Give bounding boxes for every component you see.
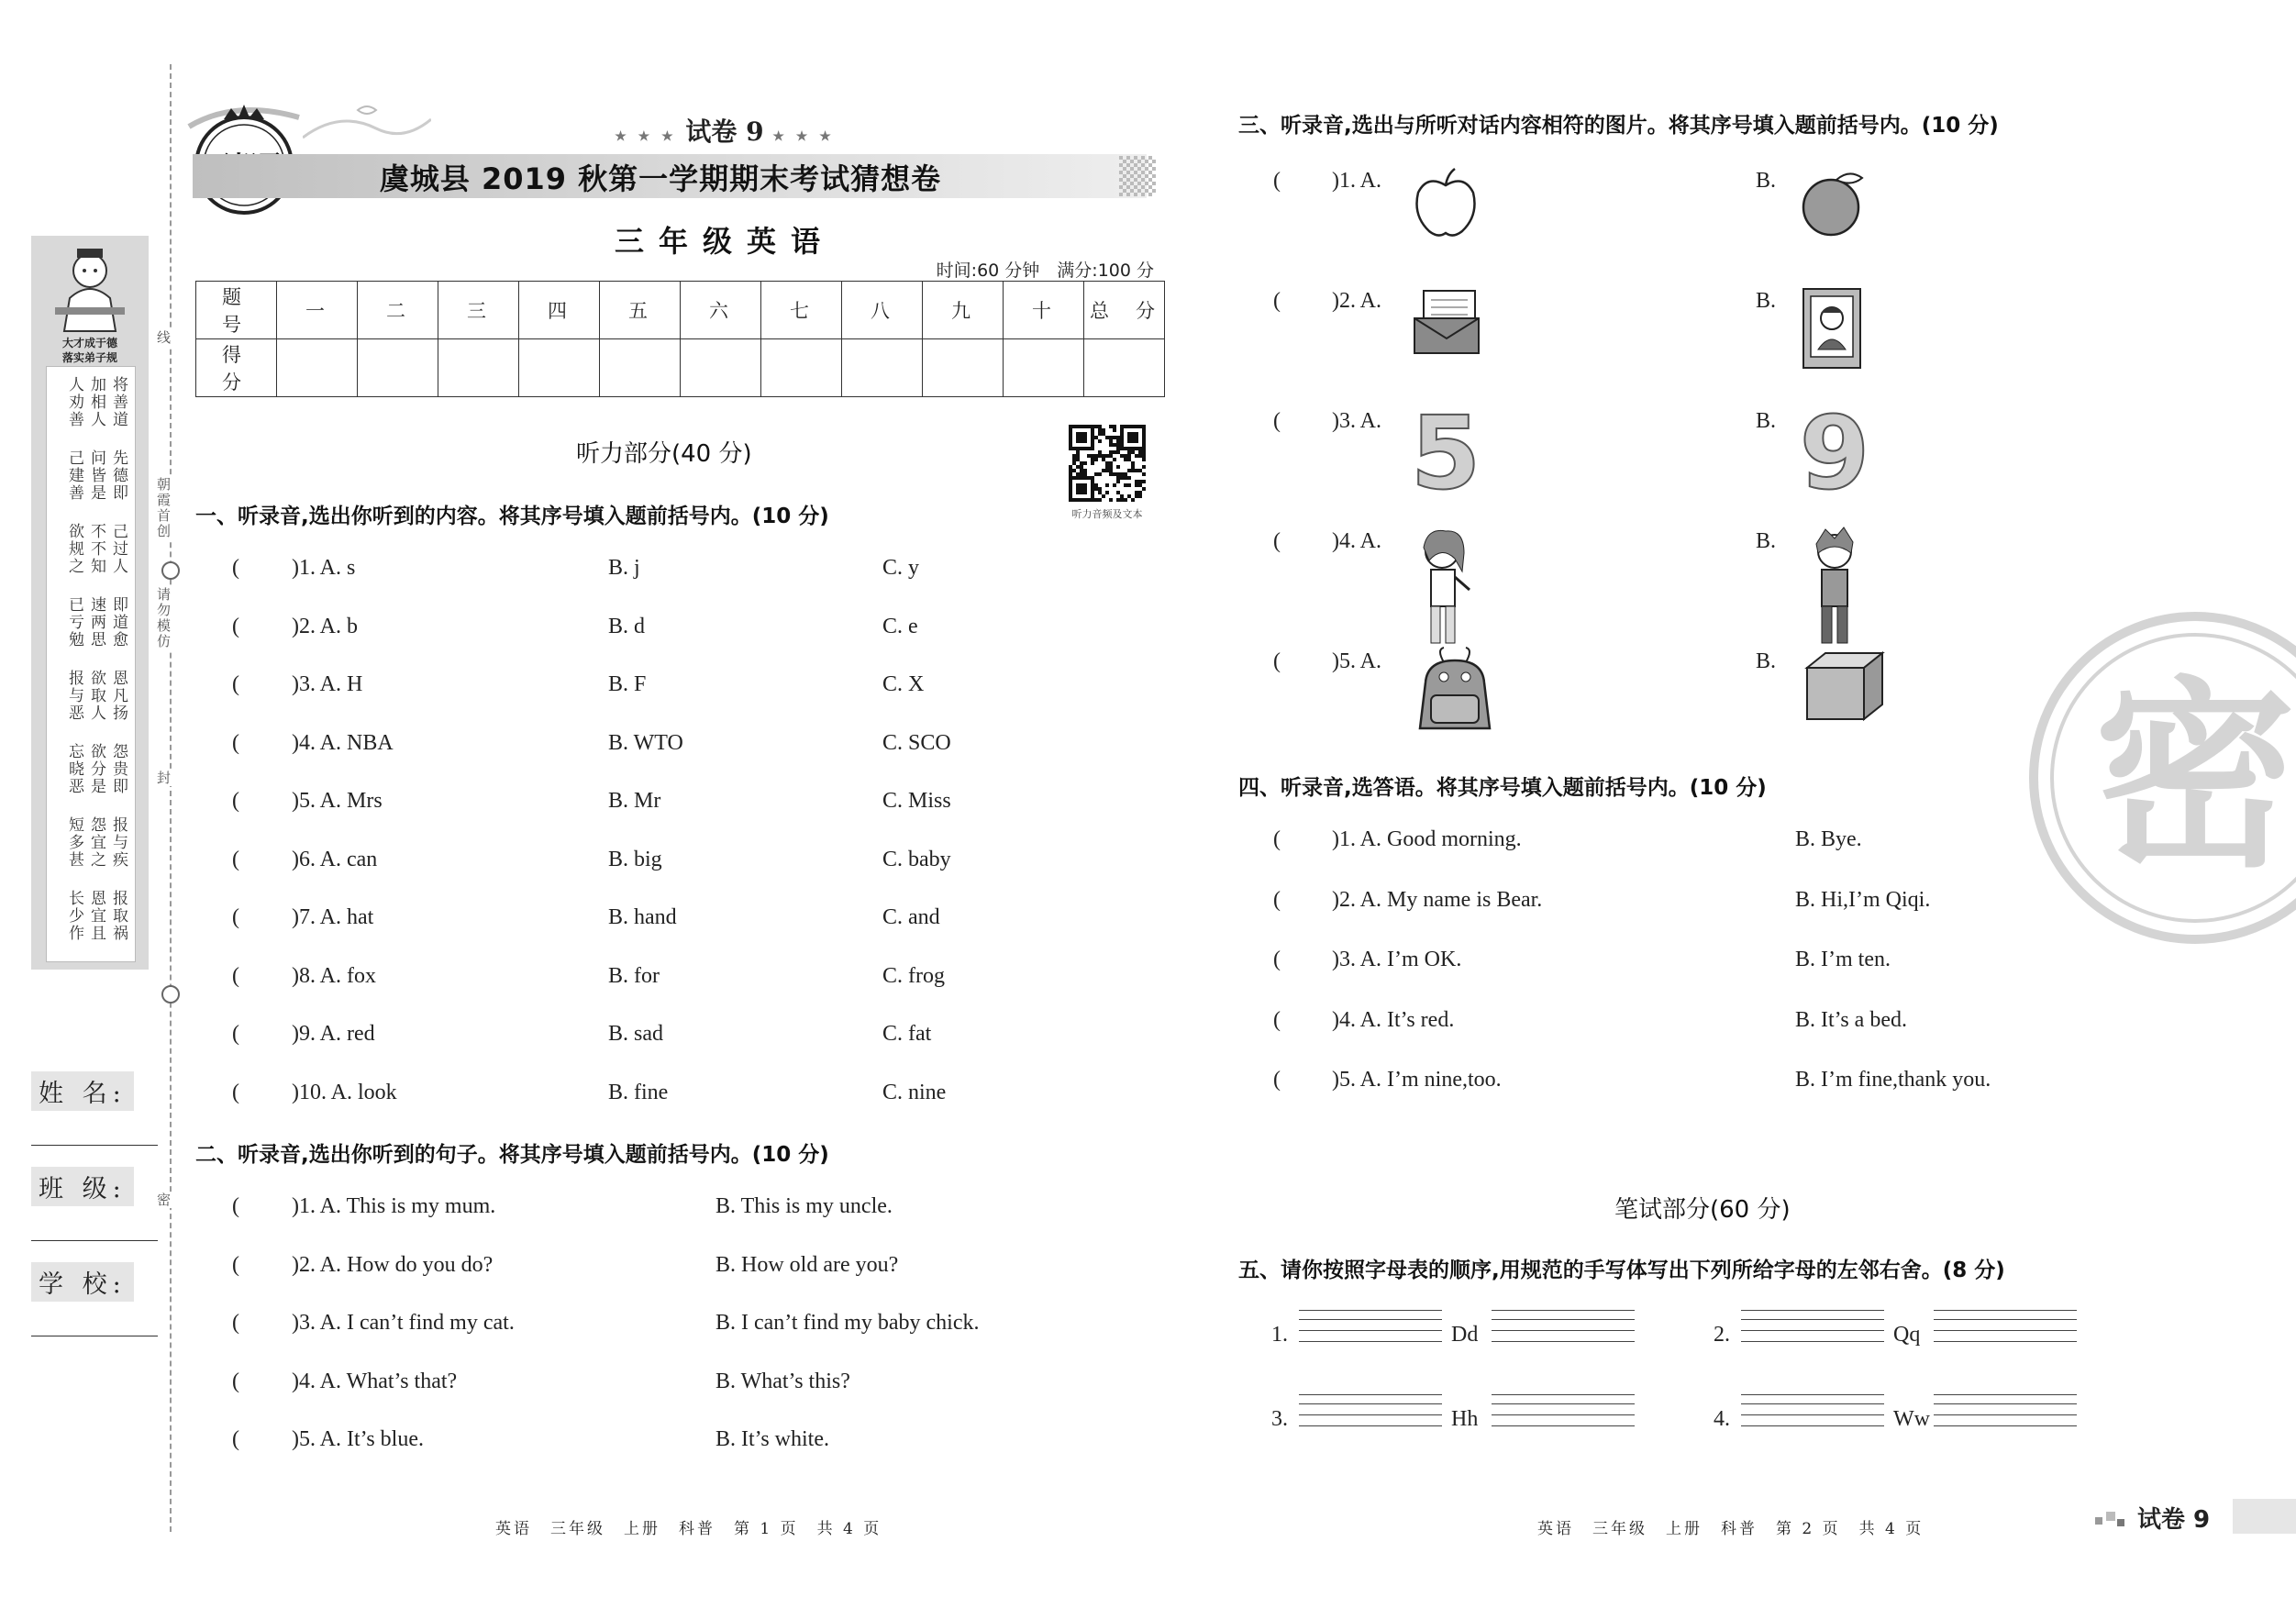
apple-icon	[1409, 165, 1482, 242]
motto-column: 人劝善	[65, 376, 83, 428]
answer-paren-open: (	[232, 1252, 239, 1277]
option-a: )5. A. It’s blue.	[292, 1427, 424, 1451]
binding-hole-icon	[160, 560, 182, 582]
seal-word-feng: 封	[155, 771, 172, 786]
score-cell: 二	[358, 282, 438, 339]
motto-column: 恩凡扬	[109, 670, 128, 722]
option-c: C. fat	[882, 1022, 932, 1046]
section-4-title: 四、听录音,选答语。将其序号填入题前括号内。(10 分)	[1238, 776, 1767, 800]
option-c: C. Miss	[882, 789, 951, 813]
answer-paren-open: (	[1273, 887, 1281, 912]
binding-line	[170, 64, 172, 1532]
option-b: B. F	[608, 672, 647, 696]
answer-paren-open: (	[232, 847, 239, 871]
score-input-cell[interactable]	[842, 339, 923, 397]
answer-paren-open: (	[1273, 169, 1281, 193]
handwriting-guideline	[1299, 1425, 1442, 1426]
option-c: C. X	[882, 672, 925, 696]
option-b: B. Hi,I’m Qiqi.	[1795, 887, 1931, 912]
option-a: )4. A. NBA	[292, 730, 394, 755]
motto-column: 怨贵即	[109, 743, 128, 795]
given-letter: Hh	[1451, 1407, 1479, 1431]
class-field[interactable]	[31, 1240, 158, 1241]
corner-tag: 试卷 9	[2137, 1506, 2211, 1534]
motto-panel	[31, 236, 149, 970]
motto-column: 即道愈	[109, 596, 128, 649]
seal-word-mi: 密	[155, 1192, 172, 1208]
score-header-row	[196, 282, 1165, 339]
motto-line-2: 落实弟子规	[61, 351, 117, 364]
letter-item-number: 4.	[1714, 1407, 1730, 1431]
score-cell: 得 分	[196, 339, 277, 397]
score-cell: 三	[438, 282, 519, 339]
score-input-cell[interactable]	[358, 339, 438, 397]
option-a: )10. A. look	[292, 1080, 397, 1104]
score-cell: 四	[519, 282, 600, 339]
option-b: B. It’s a bed.	[1795, 1007, 1907, 1032]
option-a: )2. A. How do you do?	[292, 1252, 494, 1277]
handwriting-guideline	[1934, 1310, 2077, 1311]
answer-paren-open: (	[232, 963, 239, 988]
handwriting-guideline	[1741, 1403, 1884, 1404]
handwriting-field[interactable]	[1741, 1394, 1884, 1436]
answer-paren-open: (	[1273, 529, 1281, 553]
motto-column: 不不知	[87, 523, 105, 575]
motto-column: 速两思	[87, 596, 105, 649]
score-input-cell[interactable]	[519, 339, 600, 397]
paper-tag	[0, 112, 1449, 149]
handwriting-guideline	[1741, 1394, 1884, 1395]
given-letter: Ww	[1893, 1407, 1930, 1431]
handwriting-field[interactable]	[1492, 1394, 1635, 1436]
option-c: C. SCO	[882, 730, 951, 755]
option-b: B. I’m ten.	[1795, 948, 1891, 971]
handwriting-guideline	[1934, 1341, 2077, 1342]
letter-item-number: 1.	[1271, 1323, 1288, 1347]
option-a: )3. A. I can’t find my cat.	[292, 1311, 515, 1335]
answer-paren-open: (	[232, 614, 239, 638]
answer-paren-open: (	[1273, 827, 1281, 851]
handwriting-guideline	[1934, 1319, 2077, 1320]
handwriting-field[interactable]	[1741, 1310, 1884, 1352]
option-b: B. hand	[608, 905, 677, 929]
answer-paren-open: (	[232, 730, 239, 755]
exam-title: 虞城县 2019 秋第一学期期末考试猜想卷	[379, 161, 942, 196]
handwriting-guideline	[1299, 1319, 1442, 1320]
motto-column: 问皆是	[87, 449, 105, 502]
school-label: 学 校:	[31, 1262, 134, 1302]
watermark-char: 密	[2093, 660, 2296, 894]
handwriting-guideline	[1492, 1341, 1635, 1342]
handwriting-field[interactable]	[1934, 1310, 2077, 1352]
handwriting-guideline	[1934, 1330, 2077, 1331]
handwriting-guideline	[1492, 1310, 1635, 1311]
photo-icon	[1798, 285, 1871, 377]
handwriting-guideline	[1492, 1319, 1635, 1320]
answer-paren-open: (	[232, 1022, 239, 1046]
option-a: )2. A. b	[292, 614, 358, 638]
option-b: B. Mr	[608, 789, 661, 813]
motto-column: 欲取人	[87, 670, 105, 722]
score-input-cell[interactable]	[923, 339, 1004, 397]
score-cell: 七	[761, 282, 842, 339]
answer-paren-open: (	[1273, 1007, 1281, 1032]
option-b: B. WTO	[608, 730, 683, 755]
option-b: B.	[1756, 529, 1777, 553]
answer-blank[interactable]	[1293, 409, 1330, 437]
option-c: C. and	[882, 905, 940, 929]
handwriting-guideline	[1299, 1310, 1442, 1311]
score-input-cell[interactable]	[438, 339, 519, 397]
handwriting-guideline	[1492, 1394, 1635, 1395]
handwriting-guideline	[1741, 1341, 1884, 1342]
option-b: B. I can’t find my baby chick.	[715, 1311, 980, 1335]
option-b: B.	[1756, 649, 1777, 673]
given-letter: Dd	[1451, 1323, 1479, 1347]
option-a: )1. A.	[1332, 169, 1381, 193]
option-a: )3. A. H	[292, 672, 363, 696]
option-c: C. e	[882, 614, 918, 638]
answer-blank[interactable]	[1293, 827, 1330, 855]
handwriting-guideline	[1934, 1403, 2077, 1404]
option-b: B. It’s white.	[715, 1427, 829, 1451]
handwriting-guideline	[1741, 1425, 1884, 1426]
score-input-cell[interactable]	[1004, 339, 1084, 397]
answer-paren-open: (	[232, 789, 239, 813]
handwriting-field[interactable]	[1299, 1310, 1442, 1352]
answer-paren-open: (	[232, 556, 239, 580]
girl-icon	[1409, 526, 1482, 658]
handwriting-guideline	[1492, 1330, 1635, 1331]
option-a: )4. A. What’s that?	[292, 1369, 458, 1393]
motto-line-1: 大才成于德	[61, 337, 117, 349]
answer-blank[interactable]	[1293, 1008, 1330, 1036]
handwriting-guideline	[1934, 1394, 2077, 1395]
handwriting-guideline	[1492, 1403, 1635, 1404]
score-cell: 十	[1004, 282, 1084, 339]
watermark-seal-icon	[2021, 604, 2296, 952]
score-input-cell[interactable]	[277, 339, 358, 397]
score-input-cell[interactable]	[600, 339, 681, 397]
boy-icon	[1798, 526, 1871, 658]
handwriting-guideline	[1934, 1425, 2077, 1426]
option-a: )5. A.	[1332, 649, 1381, 673]
section-3-title: 三、听录音,选出与所听对话内容相符的图片。将其序号填入题前括号内。(10 分)	[1238, 114, 1999, 138]
handwriting-field[interactable]	[1299, 1394, 1442, 1436]
given-letter: Qq	[1893, 1323, 1921, 1347]
answer-paren-open: (	[1273, 948, 1281, 971]
score-input-cell[interactable]	[1084, 339, 1165, 397]
option-a: )1. A. Good morning.	[1332, 827, 1522, 851]
footer-left: 英语 三年级 上册 科普 第 1 页 共 4 页	[495, 1520, 882, 1538]
option-a: )2. A.	[1332, 289, 1381, 313]
score-table	[195, 281, 1165, 397]
time-info: 时间:60 分钟 满分:100 分	[936, 261, 1154, 281]
option-a: )4. A. It’s red.	[1332, 1007, 1455, 1032]
answer-blank[interactable]	[1293, 289, 1330, 316]
score-cell: 题 号	[196, 282, 277, 339]
digit-b: 9	[1799, 405, 1870, 497]
answer-paren-open: (	[1273, 409, 1281, 433]
motto-column: 欲规之	[65, 523, 83, 575]
option-b: B. I’m fine,thank you.	[1795, 1068, 1991, 1092]
option-a: )6. A. can	[292, 847, 378, 871]
motto-column: 长少作	[65, 890, 83, 942]
handwriting-guideline	[1299, 1394, 1442, 1395]
option-a: )3. A.	[1332, 409, 1381, 433]
option-b: B. for	[608, 963, 660, 988]
answer-paren-open: (	[1273, 289, 1281, 313]
qr-code-icon[interactable]	[1068, 424, 1147, 503]
option-b: B. Bye.	[1795, 827, 1862, 851]
motto-column: 加相人	[87, 376, 105, 428]
seal-word-mofang: 请勿模仿	[155, 587, 172, 649]
handwriting-guideline	[1741, 1310, 1884, 1311]
star-deco-icon: ★ ★ ★	[772, 129, 835, 144]
subject-title: 三年级英语	[614, 224, 835, 259]
motto-column: 短多甚	[65, 816, 83, 869]
answer-paren-open: (	[232, 1311, 239, 1335]
letter-item-number: 2.	[1714, 1323, 1730, 1347]
listening-part-title: 听力部分(40 分)	[576, 440, 752, 468]
handwriting-guideline	[1934, 1414, 2077, 1415]
option-b: B.	[1756, 289, 1777, 313]
option-c: C. baby	[882, 847, 951, 871]
answer-paren-open: (	[232, 1080, 239, 1104]
score-cell: 八	[842, 282, 923, 339]
answer-paren-open: (	[232, 1427, 239, 1451]
answer-paren-open: (	[1273, 1068, 1281, 1092]
option-a: )5. A. I’m nine,too.	[1332, 1068, 1502, 1092]
option-b: B. What’s this?	[715, 1369, 850, 1393]
option-a: )4. A.	[1332, 529, 1381, 553]
option-a: )9. A. red	[292, 1022, 375, 1046]
option-a: )5. A. Mrs	[292, 789, 383, 813]
writing-part-title: 笔试部分(60 分)	[1614, 1196, 1791, 1224]
class-label: 班 级:	[31, 1167, 134, 1206]
score-cell: 九	[923, 282, 1004, 339]
option-b: B. big	[608, 847, 662, 871]
handwriting-guideline	[1741, 1414, 1884, 1415]
option-c: C. y	[882, 556, 920, 580]
option-b: B.	[1756, 169, 1777, 193]
answer-paren-open: (	[232, 672, 239, 696]
score-cell: 六	[681, 282, 761, 339]
number-9	[1798, 405, 1871, 501]
letter-icon	[1409, 285, 1492, 362]
score-cell: 一	[277, 282, 358, 339]
box-icon	[1798, 646, 1890, 728]
option-b: B. This is my uncle.	[715, 1194, 893, 1218]
qr-caption: 听力音频及文本	[1071, 508, 1143, 520]
motto-column: 报与恶	[65, 670, 83, 722]
motto-column: 己过人	[109, 523, 128, 575]
answer-blank[interactable]	[1293, 649, 1330, 677]
answer-paren-open: (	[232, 1194, 239, 1218]
motto-column: 恩宜且	[87, 890, 105, 942]
motto-column: 报与疾	[109, 816, 128, 869]
score-input-cell[interactable]	[761, 339, 842, 397]
option-b: B. d	[608, 614, 646, 638]
option-a: )1. A. This is my mum.	[292, 1194, 496, 1218]
option-a: )2. A. My name is Bear.	[1332, 887, 1543, 912]
handwriting-field[interactable]	[1934, 1394, 2077, 1436]
digit-a: 5	[1410, 405, 1481, 497]
motto-column: 忘晓恶	[65, 743, 83, 795]
option-b: B.	[1756, 409, 1777, 433]
letter-item-number: 3.	[1271, 1407, 1288, 1431]
option-b: B. How old are you?	[715, 1252, 899, 1277]
handwriting-guideline	[1299, 1414, 1442, 1415]
motto-column: 将善道	[109, 376, 128, 428]
motto-column: 先德即	[109, 449, 128, 502]
option-a: )8. A. fox	[292, 963, 376, 988]
footer-right: 英语 三年级 上册 科普 第 2 页 共 4 页	[1537, 1520, 1924, 1538]
motto-column: 己建善	[65, 449, 83, 502]
score-value-row	[196, 339, 1165, 397]
motto-column: 已亏勉	[65, 596, 83, 649]
section-2-title: 二、听录音,选出你听到的句子。将其序号填入题前括号内。(10 分)	[195, 1143, 829, 1167]
option-c: C. nine	[882, 1080, 947, 1104]
option-a: )3. A. I’m OK.	[1332, 948, 1462, 971]
section-1-title: 一、听录音,选出你听到的内容。将其序号填入题前括号内。(10 分)	[195, 505, 829, 528]
orange-icon	[1798, 165, 1871, 242]
corner-bar	[2233, 1499, 2296, 1534]
section-5-title: 五、请你按照字母表的顺序,用规范的手写体写出下列所给字母的左邻右舍。(8 分)	[1238, 1259, 2005, 1282]
option-a: )1. A. s	[292, 556, 356, 580]
number-5	[1409, 405, 1482, 501]
answer-blank[interactable]	[1293, 948, 1330, 975]
option-b: B. sad	[608, 1022, 663, 1046]
option-a: )7. A. hat	[292, 905, 374, 929]
option-b: B. j	[608, 556, 640, 580]
motto-column: 欲分是	[87, 743, 105, 795]
answer-paren-open: (	[1273, 649, 1281, 673]
seal-word-xian: 线	[155, 330, 172, 346]
star-deco-icon: ★ ★ ★	[615, 129, 677, 144]
paper-tag-text: 试卷 9	[685, 116, 764, 147]
handwriting-guideline	[1492, 1414, 1635, 1415]
name-field[interactable]	[31, 1145, 158, 1146]
handwriting-guideline	[1492, 1425, 1635, 1426]
answer-blank[interactable]	[1293, 1068, 1330, 1095]
score-cell: 总 分	[1084, 282, 1165, 339]
corner-deco-icon	[2095, 1504, 2132, 1532]
binding-hole-icon	[160, 983, 182, 1005]
score-input-cell[interactable]	[681, 339, 761, 397]
answer-blank[interactable]	[1293, 169, 1330, 196]
option-b: B. fine	[608, 1080, 669, 1104]
handwriting-guideline	[1741, 1319, 1884, 1320]
handwriting-field[interactable]	[1492, 1310, 1635, 1352]
name-label: 姓 名:	[31, 1071, 134, 1111]
seal-word-chuang: 朝霞首创	[155, 477, 172, 539]
handwriting-guideline	[1299, 1403, 1442, 1404]
answer-paren-open: (	[232, 1369, 239, 1393]
option-c: C. frog	[882, 963, 945, 988]
answer-blank[interactable]	[1293, 888, 1330, 915]
handwriting-guideline	[1299, 1341, 1442, 1342]
motto-column: 怨宜之	[87, 816, 105, 869]
score-cell: 五	[600, 282, 681, 339]
motto-columns	[46, 366, 136, 962]
backpack-icon	[1409, 646, 1501, 741]
handwriting-guideline	[1299, 1330, 1442, 1331]
handwriting-guideline	[1741, 1330, 1884, 1331]
motto-column: 报取祸	[109, 890, 128, 942]
answer-paren-open: (	[232, 905, 239, 929]
answer-blank[interactable]	[1293, 529, 1330, 557]
